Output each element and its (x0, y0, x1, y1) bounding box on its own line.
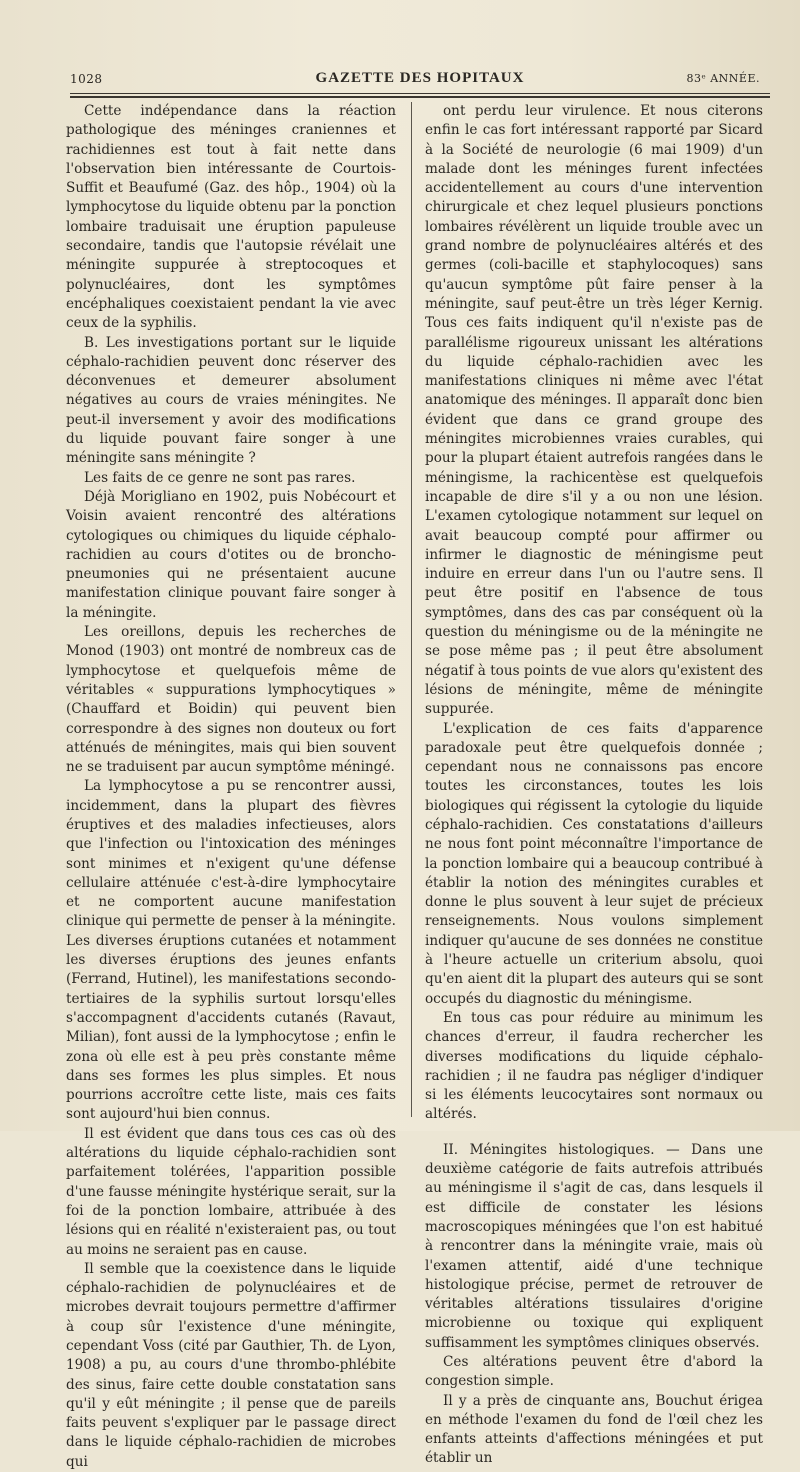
paragraph: B. Les investigations portant sur le liquide céphalo-rachidien peuvent donc réserver des déconvenues et demeurer absolument négatives au cours de vraies méningites. Ne peut-il inversement y avoir des modifications du liquide pouvant faire songer à une méningite sans méningite ? (66, 334, 396, 467)
header-rule-thin (70, 93, 770, 94)
paragraph: Il est évident que dans tous ces cas où des altérations du liquide céphalo-rachidien sont parfaitement tolérées, l'apparition possible d'une fausse méningite hystérique serait, sur la foi de la ponction lombaire, attribuée à des lésions qui en réalité n'existeraient pas, ou tout au moins ne seraient pas en cause. (66, 1125, 396, 1258)
paragraph: Déjà Morigliano en 1902, puis Nobécourt et Voisin avaient rencontré des altérations cytologiques ou chimiques du liquide céphalo-rachidien au cours d'otites ou de broncho-pneumonies qui ne présentaient aucune manifestation clinique pouvant faire songer à la méningite. (66, 488, 396, 621)
paragraph: Il y a près de cinquante ans, Bouchut érigea en méthode l'examen du fond de l'œil chez les enfants atteints d'affections méningées et put établir un (425, 1392, 763, 1467)
paragraph: La lymphocytose a pu se rencontrer aussi, incidemment, dans la plupart des fièvres éruptives et des maladies infectieuses, alors que l'infection ou l'intoxication des méninges sont minimes et n'exigent qu'une défense cellulaire atténuée c'est-à-dire lymphocytaire et ne comportent aucune manifestation clinique qui permette de penser à la méningite. Les diverses éruptions cutanées et notamment les diverses éruptions des jeunes enfants (Ferrand, Hutinel), les manifestations secondo-tertiaires de la syphilis surtout lorsqu'elles s'accompagnent d'accidents cutanés (Ravaut, Milian), font aussi de la lymphocytose ; enfin le zona où elle est à peu près constante même dans ses formes les plus simples. Et nous pourrions accroître cette liste, mais ces faits sont aujourd'hui bien connus. (66, 778, 396, 1123)
section-paragraph: II. Méningites histologiques. — Dans une deuxième catégorie de faits autrefois attribués au méningisme il s'agit de cas, dans lesquels il est difficile de constater les lésions macroscopiques méningées que l'on est habitué à rencontrer dans la méningite vraie, mais où l'examen attentif, aidé d'une technique histologique précise, permet de retrouver de véritables altérations tissulaires d'origine microbienne ou toxique qui expliquent suffisamment les symptômes cliniques observés. (425, 1141, 763, 1351)
paragraph: En tous cas pour réduire au minimum les chances d'erreur, il faudra rechercher les diverses modifications du liquide céphalo-rachidien ; il ne faudra pas négliger d'indiquer si les éléments leucocytaires sont normaux ou altérés. (425, 1009, 763, 1123)
paragraph: Il semble que la coexistence dans le liquide céphalo-rachidien de polynucléaires et de microbes devrait toujours permettre d'affirmer à coup sûr l'existence d'une méningite, cependant Voss (cité par Gauthier, Th. de Lyon, 1908) a pu, au cours d'une thrombo-phlébite des sinus, faire cette double constatation sans qu'il y eût méningite ; il pense que de pareils faits peuvent s'expliquer par le passage direct dans le liquide céphalo-rachidien de microbes qui (66, 1260, 396, 1470)
paragraph: Les faits de ce genre ne sont pas rares. (84, 469, 356, 486)
column-divider (411, 102, 412, 1117)
paragraph: ont perdu leur virulence. Et nous citerons enfin le cas fort intéressant rapporté par Sicard à la Société de neurologie (6 mai 1909) d'un malade dont les méninges furent infectées accidentellement au cours d'une intervention chirurgicale et chez lequel plusieurs ponctions lombaires révélèrent un liquide trouble avec un grand nombre de polynucléaires altérés et des germes (coli-bacille et staphylocoques) sans qu'aucun symptôme pût faire penser à la méningite, sauf peut-être un très léger Kernig. Tous ces faits indiquent qu'il n'existe pas de parallélisme rigoureux unissant les altérations du liquide céphalo-rachidien avec les manifestations cliniques ni même avec l'état anatomique des méninges. Il apparaît donc bien évident que dans ce grand groupe des méningites microbiennes vraies curables, qui pour la plupart étaient autrefois rangées dans le méningisme, la rachicentèse est quelquefois incapable de dire s'il y a ou non une lésion. L'examen cytologique notamment sur lequel on avait beaucoup compté pour affirmer ou infirmer le diagnostic de méningisme peut induire en erreur dans l'un ou l'autre sens. Il peut être positif en l'absence de tous symptômes, dans des cas par conséquent où la question du méningisme ou de la méningite ne se pose même pas ; il peut être absolument négatif à tous points de vue alors qu'existent des lésions de méningite, même de méningite suppurée. (425, 103, 763, 718)
paragraph: Cette indépendance dans la réaction pathologique des méninges craniennes et rachidiennes est tout à fait nette dans l'observation bien intéressante de Courtois-Suffit et Beaufumé (Gaz. des hôp., 1904) où la lymphocytose du liquide obtenu par la ponction lombaire traduisait une éruption papuleuse secondaire, tandis que l'autopsie révélait une méningite suppurée à streptocoques et polynucléaires, dont les symptômes encéphaliques coexistaient pendant la vie avec ceux de la syphilis. (66, 103, 396, 332)
left-column (66, 102, 396, 1472)
right-column (425, 102, 763, 1469)
paragraph: Ces altérations peuvent être d'abord la congestion simple. (425, 1354, 763, 1390)
section-spacer (425, 1125, 763, 1141)
paragraph: Les oreillons, depuis les recherches de Monod (1903) ont montré de nombreux cas de lymphocytose et quelquefois même de véritables « suppurations lymphocytiques » (Chauffard et Boidin) qui peuvent bien correspondre à des signes non douteux ou fort atténués de méningites, mais qui bien souvent ne se traduisent par aucun symptôme méningé. (66, 624, 396, 776)
header-rule-thick (70, 96, 770, 98)
page-header (70, 68, 770, 90)
paragraph: L'explication de ces faits d'apparence paradoxale peut être quelquefois donnée ; cependant nous ne connaissons pas encore toutes les circonstances, toutes les lois biologiques qui régissent la cytologie du liquide céphalo-rachidien. Ces constatations d'ailleurs ne nous font point méconnaître l'importance de la ponction lombaire qui a beaucoup contribué à établir la notion des méningites curables et donne le plus souvent à leur sujet de précieux renseignements. Nous voulons simplement indiquer qu'aucune de ses données ne constitue à l'heure actuelle un criterium absolu, quoi qu'en aient dit la plupart des auteurs qui se sont occupés du diagnostic du méningisme. (425, 720, 763, 1007)
page-number: 1028 (70, 72, 103, 86)
year-label: 83ᵉ ANNÉE. (686, 72, 760, 85)
journal-title: GAZETTE DES HOPITAUX (315, 70, 525, 86)
